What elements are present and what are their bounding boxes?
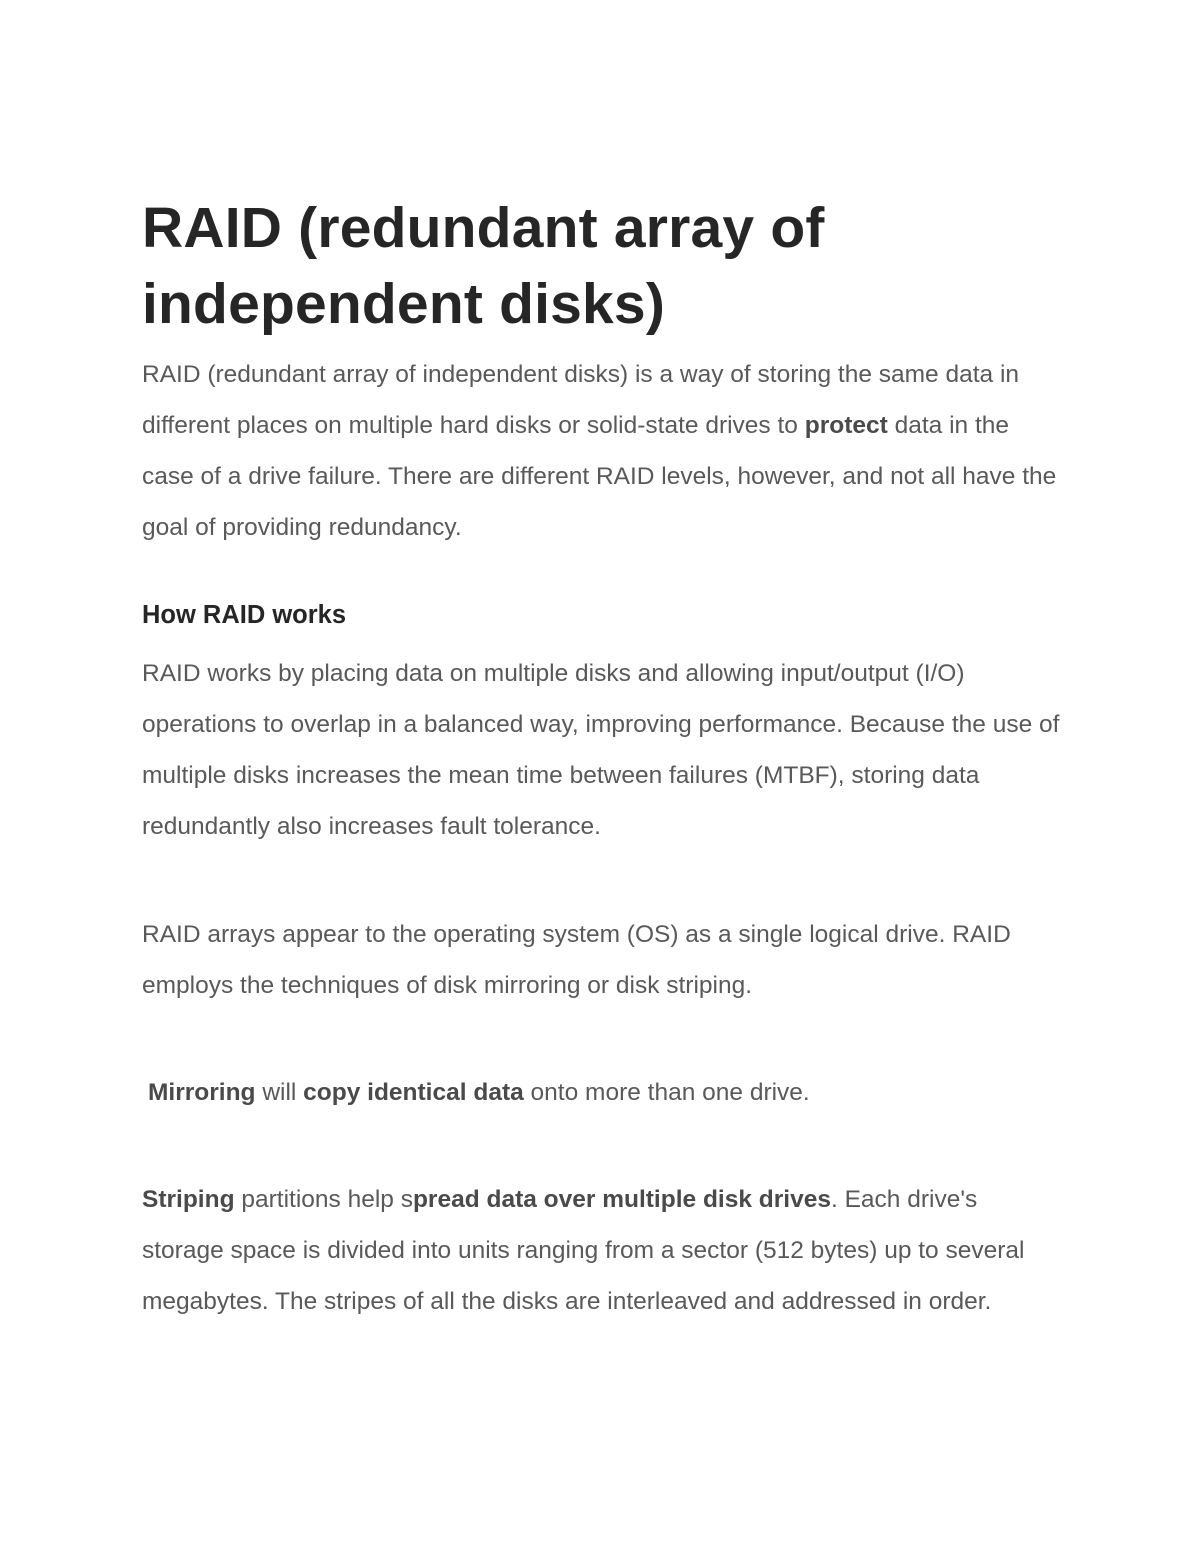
intro-text-2: data in the case of a drive failure. There are different RAID levels, however, and not all have the goal of providing redundancy. (142, 412, 1057, 541)
document-content (142, 190, 1062, 1327)
striping-text-2: . Each drive's storage space is divided into units ranging from a sector (512 bytes) up to several megabytes. The stripes of all the disks are interleaved and addressed in order. (142, 1186, 1025, 1315)
striping-text-1: partitions help s (234, 1186, 413, 1213)
how-raid-works-paragraph: RAID works by placing data on multiple disks and allowing input/output (I/O) operations to overlap in a balanced way, improving performance. Because the use of multiple disks increases the mean time between failures (MTBF), storing data redundantly also increases fault tolerance. (142, 660, 1060, 840)
intro-paragraph (142, 349, 1062, 553)
striping-term: Striping (142, 1186, 235, 1213)
page-title: RAID (redundant array of independent disks) (142, 196, 825, 336)
mirroring-bold-phrase: copy identical data (303, 1079, 524, 1106)
striping-paragraph (142, 1174, 1062, 1327)
how-raid-works-heading: How RAID works (142, 601, 347, 629)
intro-text-1: RAID (redundant array of independent disks) is a way of storing the same data in different places on multiple hard disks or solid-state drives to (142, 361, 1020, 439)
mirroring-text-1: will (255, 1079, 304, 1106)
raid-os-paragraph: RAID arrays appear to the operating system (OS) as a single logical drive. RAID employs the techniques of disk mirroring or disk striping. (142, 921, 1011, 999)
mirroring-term: Mirroring (148, 1079, 256, 1106)
mirroring-text-2: onto more than one drive. (523, 1079, 810, 1106)
intro-bold-protect: protect (804, 412, 888, 439)
mirroring-paragraph (142, 1067, 1062, 1118)
striping-bold-phrase: pread data over multiple disk drives (412, 1186, 831, 1213)
